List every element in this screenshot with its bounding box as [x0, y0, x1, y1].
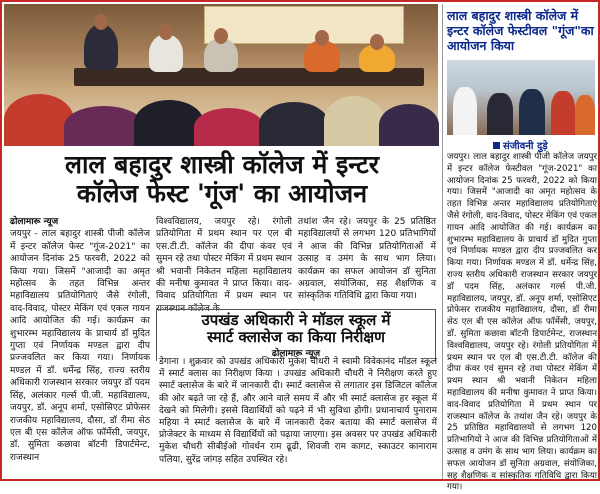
side-byline — [493, 138, 548, 152]
side-body: जयपुर। लाल बहादुर शास्त्री पीजी कॉलेज जयपुर में इन्टर कॉलेज फेस्टीवल "गूंज-2021" का आयोजन दिनांक 25 फरवरी, 2022 को किया गया। जिसमें "आजादी का अमृत महोत्सव के तहत विभिन्न अन्तर महाविद्यालय प्रतियोगिताएं जैसे रंगोली, वाद-विवाद, पोस्टर मेकिंग एवं एकल गायन आदि आयोजित की गई। कार्यक्रम का शुभारम्भ महाविद्यालय के प्राचार्य डॉ मुदित गुप्ता एवं निर्णायक मण्डल द्वारा दीप प्रज्जवलित कर किया गया। निर्णायक मण्डल में डॉ. धर्मेन्द्र सिंह, राज्य स्तरीय अधिकारी राजस्थान सरकार जयपुर डॉ पदम सिंह, अलंकार गर्ल्स पी.जी. महाविद्यालय, जयपुर, डॉ. अनूप शर्मा, एसोसिएट प्रोफेसर राजकीय महाविद्यालय, दौसा, डॉ रीमा सेठ एल बी एस कॉलेज ऑफ फॉर्मेसी, जयपुर, डॉ. सुमिता कछावा बॉटनी डिपार्टमेन्ट, राजस्थान विश्वविद्यालय, जयपुर रहे। रंगोली प्रतियोगिता में प्रथम स्थान पर एल बी एस.टी.टी. कॉलेज की दीपा कंवर एवं सुमन रहे तथा पोस्टर मेकिंग में प्रथम स्थान श्री भवानी निकेतन महिला महाविद्यालय की मनीषा कुमावत ने प्राप्त किया। वाद-विवाद प्रतियोगिता में प्रथम स्थान पर राजस्थान कॉलेज के तथांश जैन रहे। जयपुर के 25 प्रतिष्ठित महाविद्यालयों से लगभग 120 प्रतिभागियों ने आज की विभिन्न प्रतियोगिताओं में उत्साह व उमंग के साथ भाग लिया। कार्यक्रम का सफल आयोजन डॉ सुनिता अग्रवाल, संयोजिका, सह शैक्षणिक व सांस्कृतिक गतिविधि द्वारा किया गया। — [447, 152, 597, 493]
article-column — [10, 216, 150, 464]
side-clipping — [442, 4, 598, 493]
side-byline-text: संजीवनी दुड़े — [503, 141, 548, 152]
column-text: जयपुर - लाल बहादुर शास्त्री पीजी कॉलेज में इन्टर कॉलेज फेस्ट "गूंज-2021" का आयोजन दिनांक 25 फरवरी, 2022 को किया गया। जिसमें "आजादी का अमृत महोत्सव के तहत विभिन्न अन्तर महाविद्यालय प्रतियोगिताएं जैसे रंगोली, वाद-विवाद, पोस्टर मेकिंग एवं एकल गायन आदि आयोजित की गई। कार्यक्रम का शुभारम्भ महाविद्यालय के प्राचार्य डॉ मुदित गुप्ता एवं निर्णायक मण्डल द्वारा दीप प्रज्जवलित कर किया गया। निर्णायक मण्डल में डॉ. धर्मेन्द्र सिंह, राज्य स्तरीय अधिकारी राजस्थान सरकार जयपुर डॉ पदम सिंह, अलंकार गर्ल्स पी.जी. महाविद्यालय, जयपुर, डॉ. अनूप शर्मा, एसोसिएट प्रोफेसर राजकीय महाविद्यालय, दौसा, डॉ रीमा सेठ एल बी एस कॉलेज ऑफ फॉर्मेसी, जयपुर, डॉ. सुमिता कछावा बॉटनी डिपार्टमेन्ट, राजस्थान — [10, 229, 150, 463]
sub-article-body: डेगाना । शुक्रवार को उपखंड अधिकारी मुकेश चौधरी ने स्वामी विवेकानंद मॉडल स्कूल में स्मार्ट क्लास का निरीक्षण किया । उपखंड अधिकारी चौधरी ने निरीक्षण करते हुए स्मार्ट क्लासेज के बारे में जानकारी दी। स्मार्ट क्लासेज से लगातार इस डिजिटल कॉलेज की ओर बढ़ते जा रहे हैं, और आने वाले समय में और भी स्मार्ट क्लासेज हर स्कूल में देखने को मिलेगी। इससे विद्यार्थियों को पढ़ने में भी सुविधा होगी। प्रधानाचार्य पुनाराम महिया ने स्मार्ट क्लासेज के बारे में जानकारी देकर बताया की स्मार्ट क्लासेज में प्रोजेक्टर के माध्यम से विद्यार्थियों को पढ़ाया जाएगा। इस अवसर पर उपखंड अधिकारी मुकेश चौधरी सीबीईओ गोवर्धन राम ढूढी, शिवजी राम कागट, स्काउटर कानाराम पलिया, सुरेंद्र जांगड़ सहित उपस्थित रहे। — [159, 357, 437, 465]
audience-figure — [379, 104, 439, 146]
byline-square-icon — [493, 142, 500, 149]
guest-head — [159, 24, 173, 40]
sub-byline: ढोलामारू न्यूज — [271, 349, 321, 359]
sub-headline: स्मार्ट क्लासेज का किया निरीक्षण — [207, 328, 385, 346]
sub-article-header — [156, 309, 436, 361]
photo-figure — [519, 89, 545, 135]
event-photo — [4, 4, 438, 146]
photo-figure — [551, 91, 575, 135]
column-text: तथांश जैन रहे। जयपुर के 25 प्रतिष्ठित महाविद्यालयों से लगभग 120 प्रतिभागियों ने आज की विभिन्न प्रतियोगिताओं में उत्साह व उमंग के साथ भाग लिया। कार्यक्रम का सफल आयोजन डॉ सुनिता अग्रवाल, संयोजिका, सह शैक्षणिक व सांस्कृतिक गतिविधि द्वारा किया गया। — [298, 217, 436, 302]
audience-figure — [259, 102, 329, 146]
guest-head — [94, 14, 108, 30]
photo-figure — [487, 93, 513, 135]
headline-line: कॉलेज फेस्ट 'गूंज' का आयोजन — [76, 179, 368, 208]
column-text: विश्वविद्यालय, जयपुर रहे। रंगोली प्रतियोगिता में प्रथम स्थान पर एल बी एस.टी.टी. कॉलेज की दीपा कंवर एवं सुमन रहे तथा पोस्टर मेकिंग में प्रथम स्थान श्री भवानी निकेतन महिला महाविद्यालय की मनीषा कुमावत ने प्राप्त किया। वाद-विवाद प्रतियोगिता में प्रथम स्थान पर राजस्थान कॉलेज के — [156, 217, 292, 314]
audience-figure — [64, 106, 144, 146]
guest-figure — [84, 24, 118, 70]
headline-line: लाल बहादुर शास्त्री कॉलेज में इन्टर — [65, 150, 379, 179]
guest-head — [214, 28, 228, 44]
main-headline — [8, 150, 436, 210]
article-column — [298, 216, 436, 306]
photo-figure — [575, 95, 595, 135]
sub-headline: उपखंड अधिकारी ने मॉडल स्कूल में — [201, 311, 391, 329]
article-column — [156, 216, 292, 314]
audience-figure — [194, 108, 264, 146]
side-headline: लाल बहादुर शास्त्री कॉलेज में इन्टर कॉलेज फेस्टीवल "गूंज"का आयोजन किया — [447, 8, 594, 53]
side-photo — [447, 60, 595, 135]
guest-head — [370, 34, 384, 50]
audience-figure — [324, 96, 384, 146]
guest-head — [315, 30, 329, 46]
main-clipping — [4, 4, 438, 479]
photo-figure — [453, 87, 477, 135]
byline: ढोलामारू न्यूज — [10, 217, 59, 227]
